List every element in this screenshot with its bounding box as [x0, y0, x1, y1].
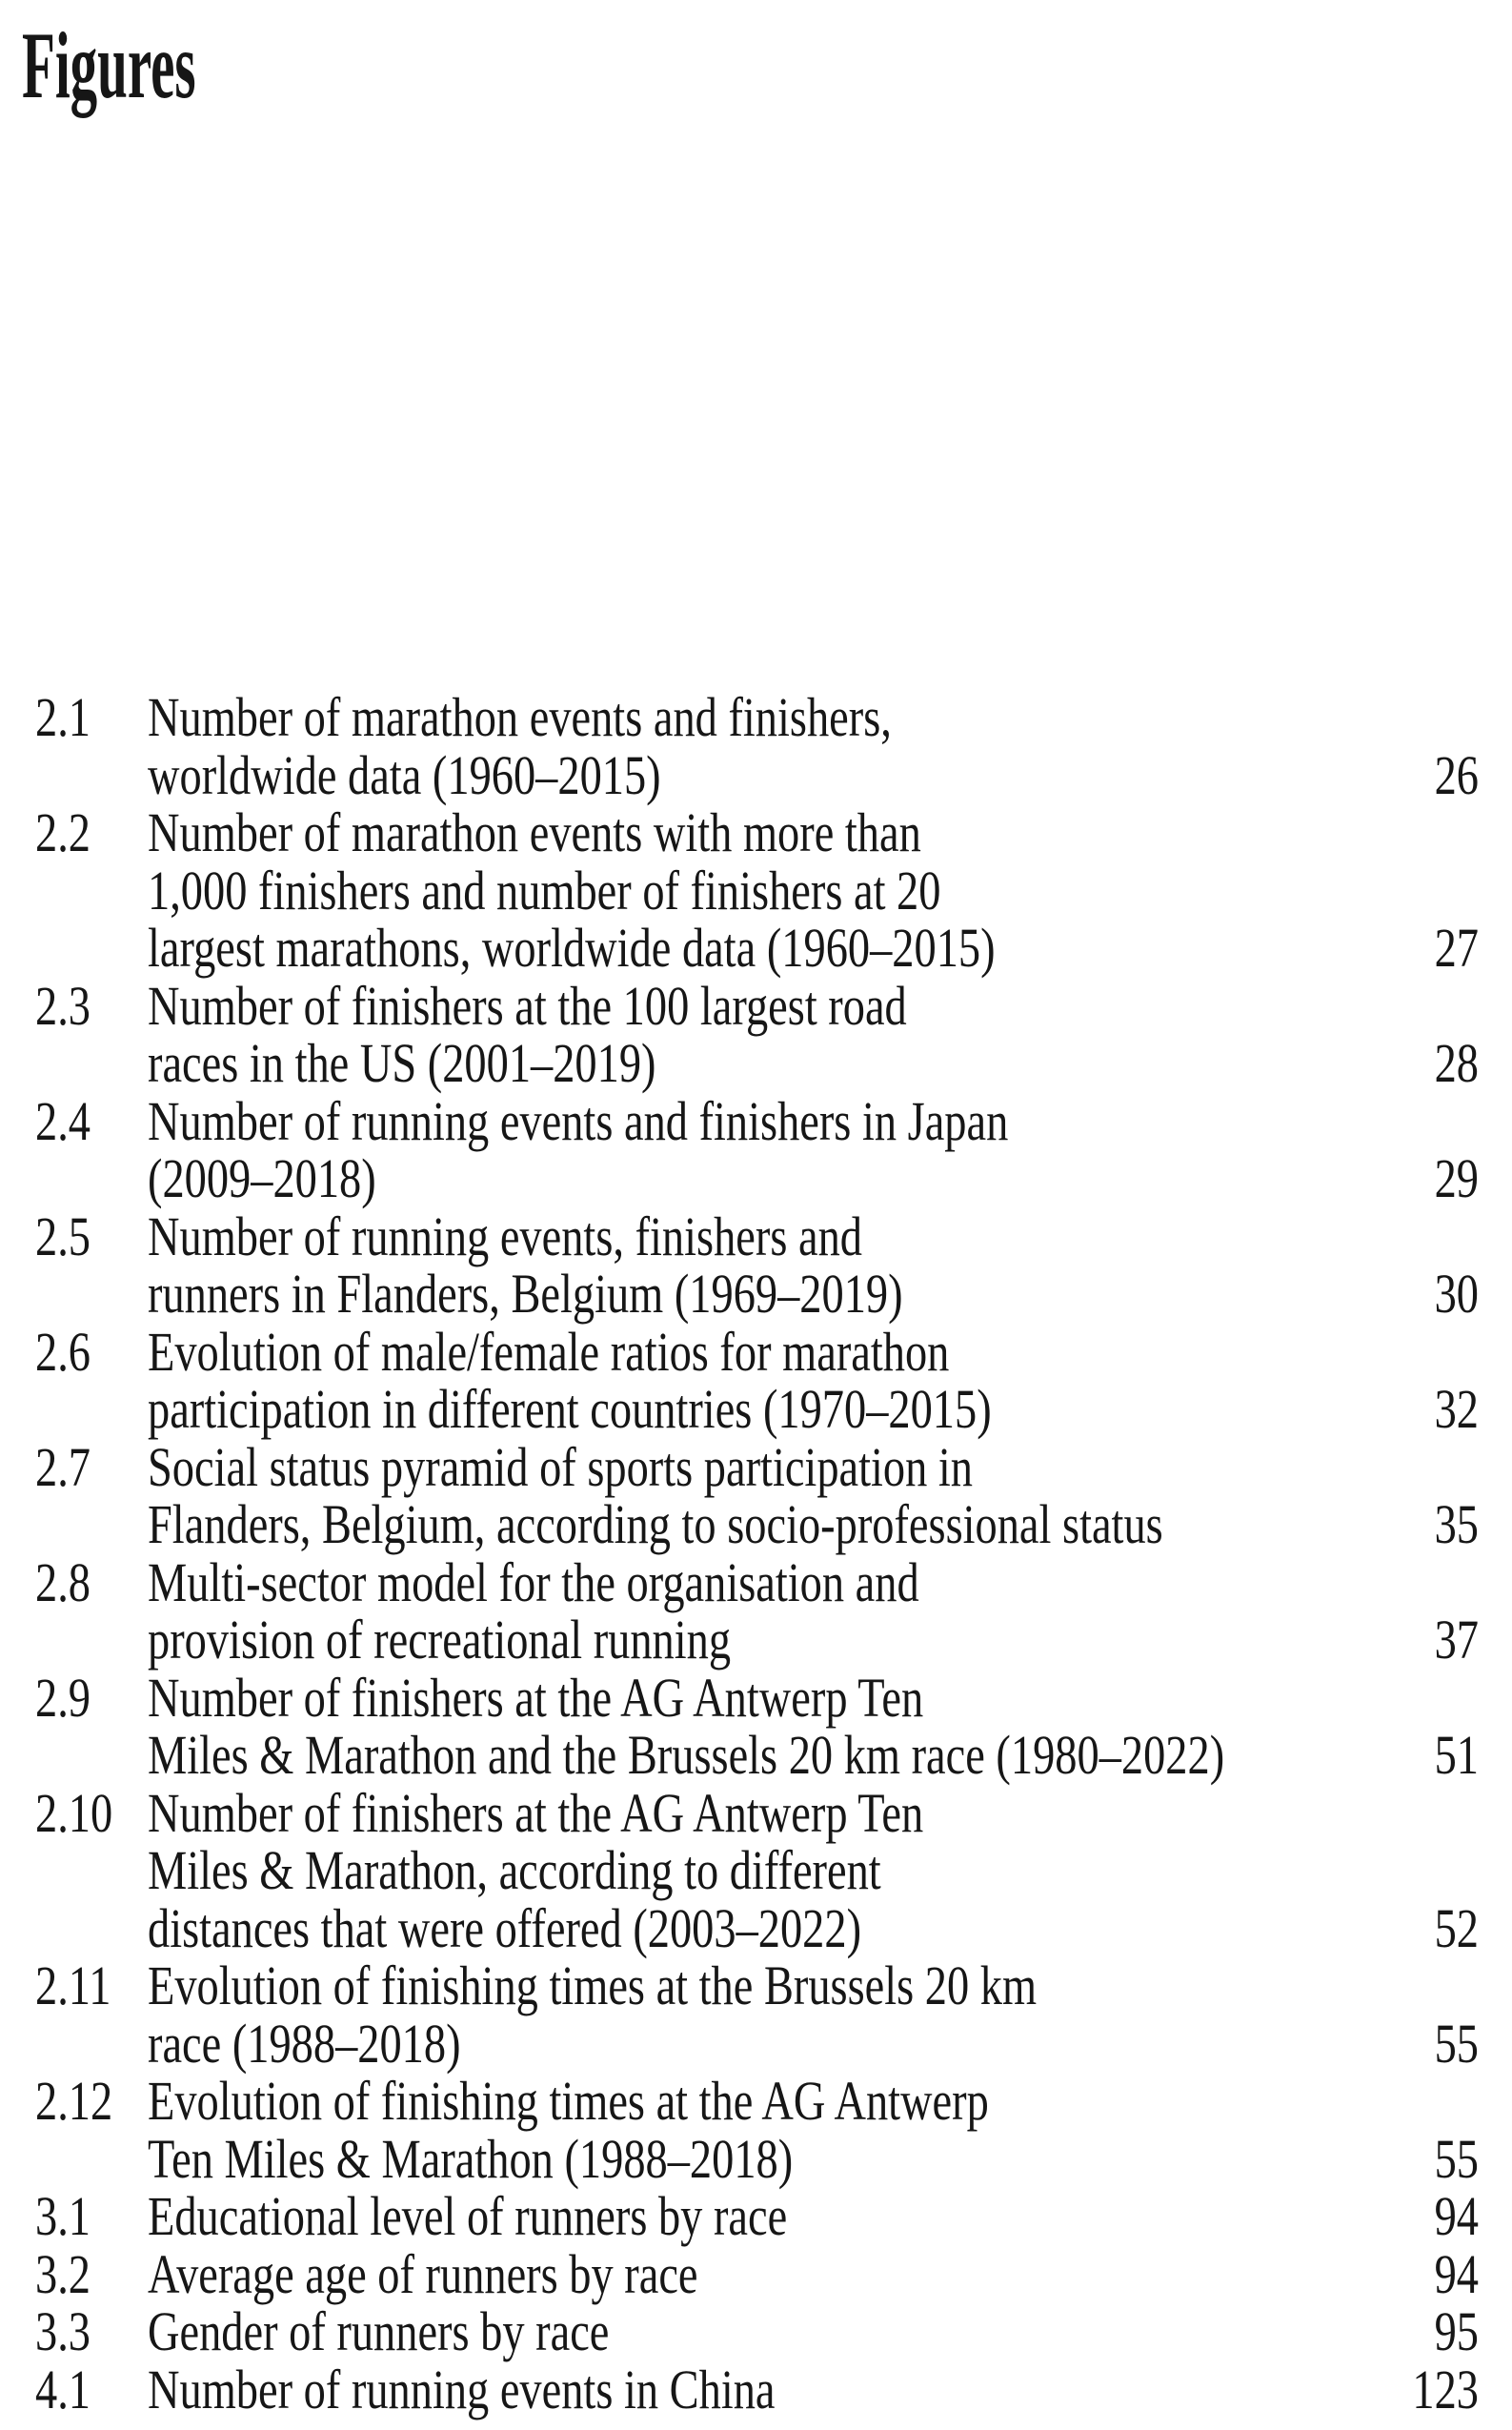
- figure-number-text: 2.1: [35, 686, 91, 748]
- caption-line-text: Number of running events, finishers and: [148, 1205, 862, 1267]
- figure-list: [35, 686, 1479, 2420]
- figure-caption: [148, 974, 1479, 1094]
- figure-entry: [35, 1089, 1479, 1209]
- caption-line: [148, 1089, 1479, 1152]
- caption-line: [148, 974, 1479, 1037]
- caption-line-text: distances that were offered (2003–2022): [148, 1896, 862, 1959]
- page-number: 35: [1434, 1493, 1479, 1555]
- caption-line-text: Miles & Marathon, according to different: [148, 1839, 881, 1901]
- figure-number-text: 3.2: [35, 2242, 91, 2305]
- figure-number-text: 2.2: [35, 801, 91, 863]
- caption-line: [148, 1839, 1479, 1901]
- caption-line: [148, 2358, 1479, 2420]
- figure-caption: [148, 1666, 1479, 1786]
- figure-number: [35, 1320, 148, 1383]
- figure-entry: [35, 2242, 1479, 2305]
- caption-line-text: races in the US (2001–2019): [148, 1032, 656, 1094]
- figure-entry: [35, 2185, 1479, 2247]
- page-number: 32: [1434, 1378, 1479, 1440]
- figure-entry: [35, 1435, 1479, 1555]
- caption-line-text: Number of running events in China: [148, 2358, 776, 2420]
- figure-number-text: 2.3: [35, 974, 91, 1037]
- caption-line: [148, 1032, 1479, 1094]
- figure-number: [35, 2300, 148, 2362]
- figure-caption: [148, 2070, 1479, 2190]
- caption-line-text: Number of finishers at the AG Antwerp Ten: [148, 1781, 924, 1844]
- figure-entry: [35, 801, 1479, 979]
- page-number: 123: [1412, 2358, 1479, 2420]
- page-number: 26: [1434, 743, 1479, 806]
- caption-line: [148, 1781, 1479, 1844]
- figure-entry: [35, 2358, 1479, 2420]
- page-number: 37: [1434, 1609, 1479, 1671]
- figure-number: [35, 1550, 148, 1613]
- caption-line: [148, 1550, 1479, 1613]
- caption-line: [148, 1896, 1479, 1959]
- figure-number-text: 2.8: [35, 1550, 91, 1613]
- caption-line-text: Evolution of finishing times at the AG Antwerp: [148, 2070, 989, 2132]
- page-number: 27: [1434, 917, 1479, 979]
- figure-number-text: 2.9: [35, 1666, 91, 1729]
- page-number: 28: [1434, 1032, 1479, 1094]
- figure-number: [35, 1205, 148, 1267]
- figure-caption: [148, 2358, 1479, 2420]
- figure-number: [35, 1435, 148, 1498]
- figure-caption: [148, 1320, 1479, 1440]
- caption-line-text: Ten Miles & Marathon (1988–2018): [148, 2127, 794, 2190]
- caption-line: [148, 1320, 1479, 1383]
- caption-line: [148, 2070, 1479, 2132]
- figure-caption: [148, 686, 1479, 806]
- figure-number-text: 2.6: [35, 1320, 91, 1383]
- caption-line-text: Social status pyramid of sports participation in: [148, 1435, 973, 1498]
- figure-number-text: 3.3: [35, 2300, 91, 2362]
- figure-number: [35, 1954, 148, 2016]
- figure-number-text: 2.5: [35, 1205, 91, 1267]
- page-number: 94: [1434, 2242, 1479, 2305]
- caption-line-text: Flanders, Belgium, according to socio-professional status: [148, 1493, 1163, 1555]
- figure-number-text: 2.11: [35, 1954, 111, 2016]
- caption-line-text: Number of marathon events with more than: [148, 801, 921, 863]
- caption-line-text: provision of recreational running: [148, 1609, 732, 1671]
- figure-number: [35, 2070, 148, 2132]
- figure-number-text: 2.10: [35, 1781, 113, 1844]
- caption-line-text: 1,000 finishers and number of finishers at 20: [148, 859, 941, 921]
- figure-number: [35, 2185, 148, 2247]
- figure-entry: [35, 1205, 1479, 1325]
- caption-line: [148, 1205, 1479, 1267]
- caption-line-text: Gender of runners by race: [148, 2300, 610, 2362]
- caption-line: [148, 801, 1479, 863]
- figure-entry: [35, 1666, 1479, 1786]
- caption-line: [148, 1666, 1479, 1729]
- caption-line: [148, 1147, 1479, 1209]
- caption-line: [148, 917, 1479, 979]
- caption-line: [148, 1611, 1479, 1670]
- figure-number-text: 2.12: [35, 2070, 113, 2132]
- caption-line-text: Evolution of male/female ratios for marathon: [148, 1320, 950, 1383]
- figure-number: [35, 2242, 148, 2305]
- caption-line: [148, 743, 1479, 806]
- figure-number: [35, 974, 148, 1037]
- figure-number-text: 3.1: [35, 2185, 91, 2247]
- caption-line: [148, 2012, 1479, 2075]
- figure-entry: [35, 2070, 1479, 2190]
- caption-line-text: Miles & Marathon and the Brussels 20 km race (1980–2022): [148, 1724, 1225, 1786]
- caption-line: [148, 686, 1479, 748]
- caption-line: [148, 859, 1479, 921]
- caption-line-text: Number of finishers at the AG Antwerp Ten: [148, 1666, 924, 1729]
- caption-line-text: Educational level of runners by race: [148, 2185, 788, 2247]
- figure-entry: [35, 2300, 1479, 2362]
- figure-entry: [35, 974, 1479, 1094]
- figure-entry: [35, 1954, 1479, 2075]
- figure-caption: [148, 1550, 1479, 1671]
- figure-number: [35, 801, 148, 863]
- page-number: 51: [1434, 1724, 1479, 1786]
- caption-line-text: participation in different countries (1970–2015): [148, 1378, 992, 1440]
- caption-line-text: Evolution of finishing times at the Brussels 20 km: [148, 1954, 1038, 2016]
- caption-line-text: (2009–2018): [148, 1147, 376, 1209]
- caption-line-text: race (1988–2018): [148, 2012, 461, 2075]
- figure-entry: [35, 1550, 1479, 1671]
- caption-line-text: Number of running events and finishers in Japan: [148, 1089, 1009, 1152]
- page-title-text: Figures: [22, 12, 196, 118]
- figure-caption: [148, 1435, 1479, 1555]
- figure-caption: [148, 2185, 1479, 2247]
- caption-line-text: largest marathons, worldwide data (1960–2015): [148, 917, 996, 979]
- figure-number-text: 4.1: [35, 2358, 91, 2420]
- figure-caption: [148, 1954, 1479, 2075]
- caption-line: [148, 1954, 1479, 2016]
- page-number: 55: [1434, 2127, 1479, 2190]
- page-number: 95: [1434, 2300, 1479, 2362]
- caption-line-text: runners in Flanders, Belgium (1969–2019): [148, 1263, 903, 1325]
- page-number: 52: [1434, 1896, 1479, 1959]
- figure-number: [35, 2358, 148, 2420]
- figure-caption: [148, 1205, 1479, 1325]
- caption-line: [148, 2300, 1479, 2362]
- page-number: 30: [1434, 1263, 1479, 1325]
- caption-line: [148, 2185, 1479, 2247]
- page-title: [22, 12, 327, 118]
- figure-number: [35, 686, 148, 748]
- figure-caption: [148, 2242, 1479, 2305]
- figure-number: [35, 1089, 148, 1152]
- figure-caption: [148, 801, 1479, 979]
- page-number: 29: [1434, 1147, 1479, 1209]
- caption-line-text: Multi-sector model for the organisation and: [148, 1550, 919, 1613]
- page-number: 94: [1434, 2185, 1479, 2247]
- caption-line-text: worldwide data (1960–2015): [148, 743, 661, 806]
- figure-entry: [35, 1781, 1479, 1959]
- page-number: 55: [1434, 2012, 1479, 2075]
- figure-caption: [148, 2300, 1479, 2362]
- figure-entry: [35, 1320, 1479, 1440]
- figure-entry: [35, 686, 1479, 806]
- caption-line: [148, 1724, 1479, 1786]
- caption-line: [148, 1378, 1479, 1440]
- caption-line: [148, 2127, 1479, 2190]
- caption-line: [148, 1435, 1479, 1498]
- figure-number: [35, 1666, 148, 1729]
- figure-number: [35, 1781, 148, 1844]
- caption-line-text: Number of finishers at the 100 largest road: [148, 974, 907, 1037]
- figure-caption: [148, 1781, 1479, 1959]
- caption-line: [148, 2242, 1479, 2305]
- caption-line: [148, 1263, 1479, 1325]
- figure-caption: [148, 1089, 1479, 1209]
- figure-number-text: 2.7: [35, 1435, 91, 1498]
- caption-line-text: Number of marathon events and finishers,: [148, 686, 892, 748]
- caption-line: [148, 1493, 1479, 1555]
- figure-number-text: 2.4: [35, 1089, 91, 1152]
- caption-line-text: Average age of runners by race: [148, 2242, 698, 2305]
